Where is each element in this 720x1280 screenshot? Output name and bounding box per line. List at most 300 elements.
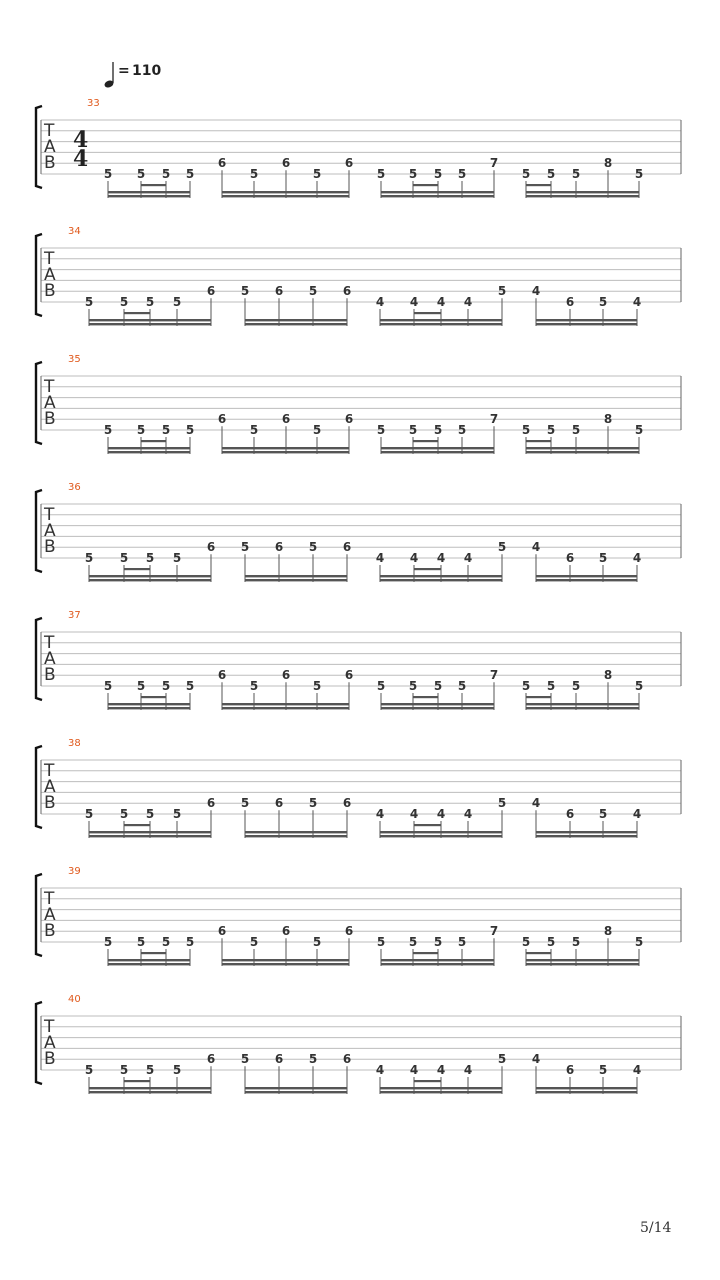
fret-number: 5 bbox=[312, 679, 322, 693]
fret-number: 5 bbox=[634, 423, 644, 437]
fret-number: 5 bbox=[598, 807, 608, 821]
beam-sub bbox=[141, 696, 166, 698]
beam-sub bbox=[526, 696, 551, 698]
beam-primary bbox=[245, 579, 347, 581]
beam-group bbox=[376, 540, 506, 582]
beam-secondary bbox=[380, 319, 502, 321]
beam-secondary bbox=[536, 1087, 637, 1089]
beam-group bbox=[377, 668, 498, 710]
fret-number: 4 bbox=[463, 807, 473, 821]
fret-number: 4 bbox=[632, 1063, 642, 1077]
fret-number: 8 bbox=[603, 156, 613, 171]
fret-number: 5 bbox=[457, 935, 467, 949]
tab-system bbox=[36, 98, 681, 198]
fret-number: 5 bbox=[249, 679, 259, 693]
fret-number: 5 bbox=[433, 679, 443, 693]
fret-number: 5 bbox=[408, 423, 418, 437]
fret-number: 6 bbox=[565, 807, 575, 821]
beam-primary bbox=[381, 707, 494, 709]
fret-number: 5 bbox=[136, 935, 146, 949]
fret-number: 5 bbox=[497, 284, 507, 299]
beam-sub bbox=[413, 696, 438, 698]
beam-secondary bbox=[245, 1087, 347, 1089]
fret-number: 6 bbox=[565, 551, 575, 565]
fret-number: 4 bbox=[531, 540, 541, 555]
fret-number: 8 bbox=[603, 924, 613, 939]
beam-secondary bbox=[381, 447, 494, 449]
fret-number: 6 bbox=[206, 796, 216, 811]
fret-number: 5 bbox=[312, 423, 322, 437]
fret-number: 5 bbox=[546, 167, 556, 181]
fret-number: 5 bbox=[546, 423, 556, 437]
beam-group bbox=[241, 284, 351, 326]
fret-number: 5 bbox=[408, 679, 418, 693]
beam-primary bbox=[526, 707, 639, 709]
fret-number: 5 bbox=[521, 679, 531, 693]
beam-primary bbox=[89, 835, 211, 837]
tab-clef-letter: T bbox=[44, 505, 55, 525]
beam-primary bbox=[380, 579, 502, 581]
fret-number: 7 bbox=[489, 668, 499, 683]
tab-clef-letter: T bbox=[44, 889, 55, 909]
fret-number: 5 bbox=[408, 935, 418, 949]
fret-number: 5 bbox=[497, 1052, 507, 1067]
fret-number: 5 bbox=[103, 935, 113, 949]
time-signature-denominator: 4 bbox=[73, 146, 89, 172]
fret-number: 4 bbox=[436, 551, 446, 565]
beam-group bbox=[85, 1052, 215, 1094]
beam-secondary bbox=[526, 703, 639, 705]
beam-group bbox=[218, 156, 353, 198]
beam-group bbox=[85, 540, 215, 582]
fret-number: 6 bbox=[281, 668, 291, 683]
fret-number: 5 bbox=[312, 167, 322, 181]
fret-number: 6 bbox=[565, 1063, 575, 1077]
fret-number: 6 bbox=[342, 284, 352, 299]
tab-clef-letter: B bbox=[44, 921, 56, 941]
fret-number: 5 bbox=[376, 679, 386, 693]
fret-number: 6 bbox=[565, 295, 575, 309]
tab-system bbox=[36, 738, 681, 838]
beam-secondary bbox=[222, 447, 349, 449]
fret-number: 6 bbox=[344, 412, 354, 427]
fret-number: 5 bbox=[571, 679, 581, 693]
tab-clef-letter: T bbox=[44, 633, 55, 653]
fret-number: 5 bbox=[433, 935, 443, 949]
fret-number: 5 bbox=[145, 1063, 155, 1077]
fret-number: 4 bbox=[632, 551, 642, 565]
beam-secondary bbox=[526, 191, 639, 193]
fret-number: 5 bbox=[240, 284, 250, 299]
beam-secondary bbox=[222, 191, 349, 193]
beam-primary bbox=[108, 195, 190, 197]
beam-primary bbox=[108, 707, 190, 709]
beam-primary bbox=[89, 323, 211, 325]
beam-group bbox=[522, 412, 643, 454]
measure-number: 37 bbox=[68, 610, 81, 621]
fret-number: 5 bbox=[249, 935, 259, 949]
beam-secondary bbox=[245, 575, 347, 577]
fret-number: 5 bbox=[598, 551, 608, 565]
beam-group bbox=[104, 423, 194, 454]
tab-clef-letter: A bbox=[44, 521, 56, 541]
tab-clef-letter: B bbox=[44, 793, 56, 813]
fret-number: 5 bbox=[457, 167, 467, 181]
tab-clef-letter: B bbox=[44, 537, 56, 557]
fret-number: 5 bbox=[136, 423, 146, 437]
fret-number: 5 bbox=[185, 935, 195, 949]
tab-clef-letter: A bbox=[44, 137, 56, 157]
fret-number: 4 bbox=[463, 551, 473, 565]
fret-number: 4 bbox=[436, 807, 446, 821]
beam-sub bbox=[413, 952, 438, 954]
fret-number: 4 bbox=[436, 1063, 446, 1077]
beam-secondary bbox=[89, 575, 211, 577]
fret-number: 4 bbox=[632, 807, 642, 821]
tab-system bbox=[36, 354, 681, 454]
beam-secondary bbox=[380, 831, 502, 833]
fret-number: 5 bbox=[119, 295, 129, 309]
fret-number: 5 bbox=[571, 423, 581, 437]
beam-secondary bbox=[536, 831, 637, 833]
fret-number: 5 bbox=[634, 679, 644, 693]
fret-number: 5 bbox=[457, 423, 467, 437]
measure-number: 38 bbox=[68, 738, 81, 749]
fret-number: 5 bbox=[521, 935, 531, 949]
beam-sub bbox=[124, 824, 150, 826]
fret-number: 5 bbox=[161, 935, 171, 949]
beam-primary bbox=[89, 579, 211, 581]
fret-number: 5 bbox=[119, 551, 129, 565]
fret-number: 5 bbox=[136, 679, 146, 693]
fret-number: 4 bbox=[409, 807, 419, 821]
beam-sub bbox=[141, 440, 166, 442]
beam-sub bbox=[141, 952, 166, 954]
beam-group bbox=[85, 284, 215, 326]
beam-secondary bbox=[381, 703, 494, 705]
beam-group bbox=[104, 679, 194, 710]
fret-number: 5 bbox=[161, 423, 171, 437]
beam-primary bbox=[222, 707, 349, 709]
tab-system bbox=[36, 866, 681, 966]
fret-number: 5 bbox=[546, 935, 556, 949]
tab-system bbox=[36, 226, 681, 326]
fret-number: 6 bbox=[217, 668, 227, 683]
fret-number: 5 bbox=[185, 679, 195, 693]
fret-number: 5 bbox=[497, 540, 507, 555]
beam-group bbox=[377, 412, 498, 454]
beam-group bbox=[376, 796, 506, 838]
fret-number: 5 bbox=[103, 167, 113, 181]
beam-secondary bbox=[536, 575, 637, 577]
beam-primary bbox=[536, 835, 637, 837]
fret-number: 6 bbox=[342, 796, 352, 811]
fret-number: 6 bbox=[217, 156, 227, 171]
beam-secondary bbox=[222, 703, 349, 705]
beam-sub bbox=[141, 184, 166, 186]
beam-primary bbox=[222, 963, 349, 965]
beam-primary bbox=[536, 323, 637, 325]
beam-secondary bbox=[108, 703, 190, 705]
fret-number: 5 bbox=[376, 935, 386, 949]
beam-primary bbox=[380, 323, 502, 325]
fret-number: 5 bbox=[308, 1052, 318, 1067]
fret-number: 6 bbox=[274, 540, 284, 555]
fret-number: 5 bbox=[145, 807, 155, 821]
beam-secondary bbox=[108, 447, 190, 449]
fret-number: 4 bbox=[531, 284, 541, 299]
tempo-equals: = bbox=[118, 63, 130, 79]
tab-clef-letter: B bbox=[44, 153, 56, 173]
beam-primary bbox=[245, 323, 347, 325]
fret-number: 5 bbox=[136, 167, 146, 181]
fret-number: 6 bbox=[274, 284, 284, 299]
beam-secondary bbox=[536, 319, 637, 321]
beam-primary bbox=[526, 195, 639, 197]
fret-number: 4 bbox=[375, 551, 385, 565]
beam-secondary bbox=[245, 319, 347, 321]
fret-number: 5 bbox=[84, 807, 94, 821]
beam-secondary bbox=[89, 319, 211, 321]
measure-number: 35 bbox=[68, 354, 81, 365]
fret-number: 5 bbox=[172, 1063, 182, 1077]
beam-group bbox=[104, 935, 194, 966]
beam-group bbox=[522, 668, 643, 710]
beam-group bbox=[532, 284, 641, 326]
beam-group bbox=[522, 924, 643, 966]
fret-number: 6 bbox=[274, 1052, 284, 1067]
fret-number: 5 bbox=[249, 423, 259, 437]
tab-clef-letter: A bbox=[44, 1033, 56, 1053]
beam-secondary bbox=[222, 959, 349, 961]
fret-number: 5 bbox=[240, 796, 250, 811]
fret-number: 5 bbox=[457, 679, 467, 693]
beam-group bbox=[241, 1052, 351, 1094]
tab-system bbox=[36, 610, 681, 710]
fret-number: 5 bbox=[119, 807, 129, 821]
fret-number: 5 bbox=[521, 167, 531, 181]
fret-number: 4 bbox=[632, 295, 642, 309]
beam-primary bbox=[380, 1091, 502, 1093]
fret-number: 4 bbox=[375, 1063, 385, 1077]
beam-sub bbox=[124, 568, 150, 570]
fret-number: 6 bbox=[206, 1052, 216, 1067]
tab-clef-letter: B bbox=[44, 665, 56, 685]
fret-number: 5 bbox=[240, 540, 250, 555]
systems bbox=[36, 98, 681, 1094]
fret-number: 6 bbox=[344, 924, 354, 939]
beam-group bbox=[241, 540, 351, 582]
beam-secondary bbox=[245, 831, 347, 833]
fret-number: 6 bbox=[281, 156, 291, 171]
fret-number: 6 bbox=[342, 540, 352, 555]
beam-primary bbox=[526, 963, 639, 965]
fret-number: 7 bbox=[489, 924, 499, 939]
fret-number: 5 bbox=[312, 935, 322, 949]
fret-number: 5 bbox=[497, 796, 507, 811]
fret-number: 6 bbox=[281, 924, 291, 939]
beam-sub bbox=[526, 184, 551, 186]
fret-number: 5 bbox=[145, 295, 155, 309]
fret-number: 7 bbox=[489, 412, 499, 427]
tab-clef-letter: B bbox=[44, 409, 56, 429]
beam-sub bbox=[526, 440, 551, 442]
fret-number: 4 bbox=[409, 551, 419, 565]
fret-number: 6 bbox=[344, 156, 354, 171]
tab-clef-letter: A bbox=[44, 265, 56, 285]
measure-number: 40 bbox=[68, 994, 81, 1005]
fret-number: 6 bbox=[344, 668, 354, 683]
beam-secondary bbox=[108, 191, 190, 193]
beam-group bbox=[532, 540, 641, 582]
fret-number: 6 bbox=[217, 924, 227, 939]
beam-secondary bbox=[381, 959, 494, 961]
page-number: 5/14 bbox=[640, 1220, 672, 1236]
fret-number: 5 bbox=[376, 167, 386, 181]
tab-clef-letter: T bbox=[44, 249, 55, 269]
tab-clef-letter: A bbox=[44, 649, 56, 669]
fret-number: 6 bbox=[281, 412, 291, 427]
fret-number: 5 bbox=[433, 167, 443, 181]
beam-primary bbox=[222, 195, 349, 197]
beam-group bbox=[376, 1052, 506, 1094]
beam-group bbox=[376, 284, 506, 326]
beam-primary bbox=[526, 451, 639, 453]
beam-sub bbox=[414, 568, 441, 570]
fret-number: 5 bbox=[172, 807, 182, 821]
beam-group bbox=[532, 1052, 641, 1094]
fret-number: 5 bbox=[634, 935, 644, 949]
fret-number: 6 bbox=[342, 1052, 352, 1067]
fret-number: 4 bbox=[409, 295, 419, 309]
fret-number: 8 bbox=[603, 668, 613, 683]
beam-group bbox=[104, 167, 194, 198]
fret-number: 5 bbox=[598, 295, 608, 309]
fret-number: 5 bbox=[571, 167, 581, 181]
fret-number: 5 bbox=[308, 540, 318, 555]
beam-primary bbox=[380, 835, 502, 837]
measure-number: 36 bbox=[68, 482, 81, 493]
fret-number: 5 bbox=[308, 796, 318, 811]
beam-group bbox=[218, 668, 353, 710]
beam-group bbox=[522, 156, 643, 198]
beam-sub bbox=[124, 1080, 150, 1082]
beam-primary bbox=[381, 451, 494, 453]
beam-secondary bbox=[526, 959, 639, 961]
fret-number: 5 bbox=[598, 1063, 608, 1077]
fret-number: 5 bbox=[145, 551, 155, 565]
tab-system bbox=[36, 482, 681, 582]
tab-clef-letter: A bbox=[44, 905, 56, 925]
beam-sub bbox=[414, 1080, 441, 1082]
fret-number: 5 bbox=[161, 679, 171, 693]
beam-secondary bbox=[380, 1087, 502, 1089]
fret-number: 5 bbox=[185, 423, 195, 437]
beam-sub bbox=[414, 824, 441, 826]
beam-primary bbox=[89, 1091, 211, 1093]
time-signature-numerator: 4 bbox=[73, 127, 89, 153]
beam-primary bbox=[381, 963, 494, 965]
fret-number: 4 bbox=[463, 295, 473, 309]
fret-number: 6 bbox=[206, 284, 216, 299]
fret-number: 5 bbox=[376, 423, 386, 437]
fret-number: 5 bbox=[185, 167, 195, 181]
fret-number: 4 bbox=[375, 295, 385, 309]
beam-group bbox=[377, 924, 498, 966]
beam-primary bbox=[245, 835, 347, 837]
beam-group bbox=[218, 412, 353, 454]
beam-secondary bbox=[89, 831, 211, 833]
beam-primary bbox=[108, 963, 190, 965]
beam-primary bbox=[222, 451, 349, 453]
beam-primary bbox=[536, 1091, 637, 1093]
fret-number: 4 bbox=[409, 1063, 419, 1077]
beam-group bbox=[218, 924, 353, 966]
beam-primary bbox=[245, 1091, 347, 1093]
beam-group bbox=[85, 796, 215, 838]
tab-system bbox=[36, 994, 681, 1094]
fret-number: 5 bbox=[634, 167, 644, 181]
tab-clef-letter: T bbox=[44, 121, 55, 141]
fret-number: 5 bbox=[240, 1052, 250, 1067]
beam-secondary bbox=[381, 191, 494, 193]
tab-clef-letter: T bbox=[44, 377, 55, 397]
measure-number: 34 bbox=[68, 226, 81, 237]
fret-number: 5 bbox=[172, 295, 182, 309]
beam-sub bbox=[526, 952, 551, 954]
tab-clef-letter: B bbox=[44, 1049, 56, 1069]
beam-sub bbox=[124, 312, 150, 314]
fret-number: 5 bbox=[546, 679, 556, 693]
beam-secondary bbox=[108, 959, 190, 961]
fret-number: 4 bbox=[375, 807, 385, 821]
measure-number: 39 bbox=[68, 866, 81, 877]
measure-number: 33 bbox=[87, 98, 100, 109]
tempo-marking bbox=[103, 62, 161, 89]
fret-number: 5 bbox=[571, 935, 581, 949]
fret-number: 4 bbox=[531, 796, 541, 811]
fret-number: 5 bbox=[521, 423, 531, 437]
fret-number: 5 bbox=[103, 423, 113, 437]
beam-group bbox=[532, 796, 641, 838]
tempo-value: 110 bbox=[132, 63, 162, 79]
fret-number: 5 bbox=[84, 295, 94, 309]
beam-secondary bbox=[526, 447, 639, 449]
tab-clef-letter: A bbox=[44, 393, 56, 413]
beam-primary bbox=[381, 195, 494, 197]
tab-clef-letter: T bbox=[44, 761, 55, 781]
fret-number: 5 bbox=[249, 167, 259, 181]
beam-primary bbox=[536, 579, 637, 581]
tab-clef-letter: B bbox=[44, 281, 56, 301]
fret-number: 4 bbox=[436, 295, 446, 309]
beam-secondary bbox=[89, 1087, 211, 1089]
beam-primary bbox=[108, 451, 190, 453]
fret-number: 4 bbox=[463, 1063, 473, 1077]
fret-number: 5 bbox=[84, 1063, 94, 1077]
fret-number: 5 bbox=[308, 284, 318, 299]
beam-sub bbox=[413, 440, 438, 442]
beam-sub bbox=[413, 184, 438, 186]
fret-number: 5 bbox=[408, 167, 418, 181]
beam-sub bbox=[414, 312, 441, 314]
fret-number: 5 bbox=[161, 167, 171, 181]
fret-number: 6 bbox=[217, 412, 227, 427]
fret-number: 6 bbox=[206, 540, 216, 555]
fret-number: 5 bbox=[433, 423, 443, 437]
beam-group bbox=[377, 156, 498, 198]
fret-number: 8 bbox=[603, 412, 613, 427]
